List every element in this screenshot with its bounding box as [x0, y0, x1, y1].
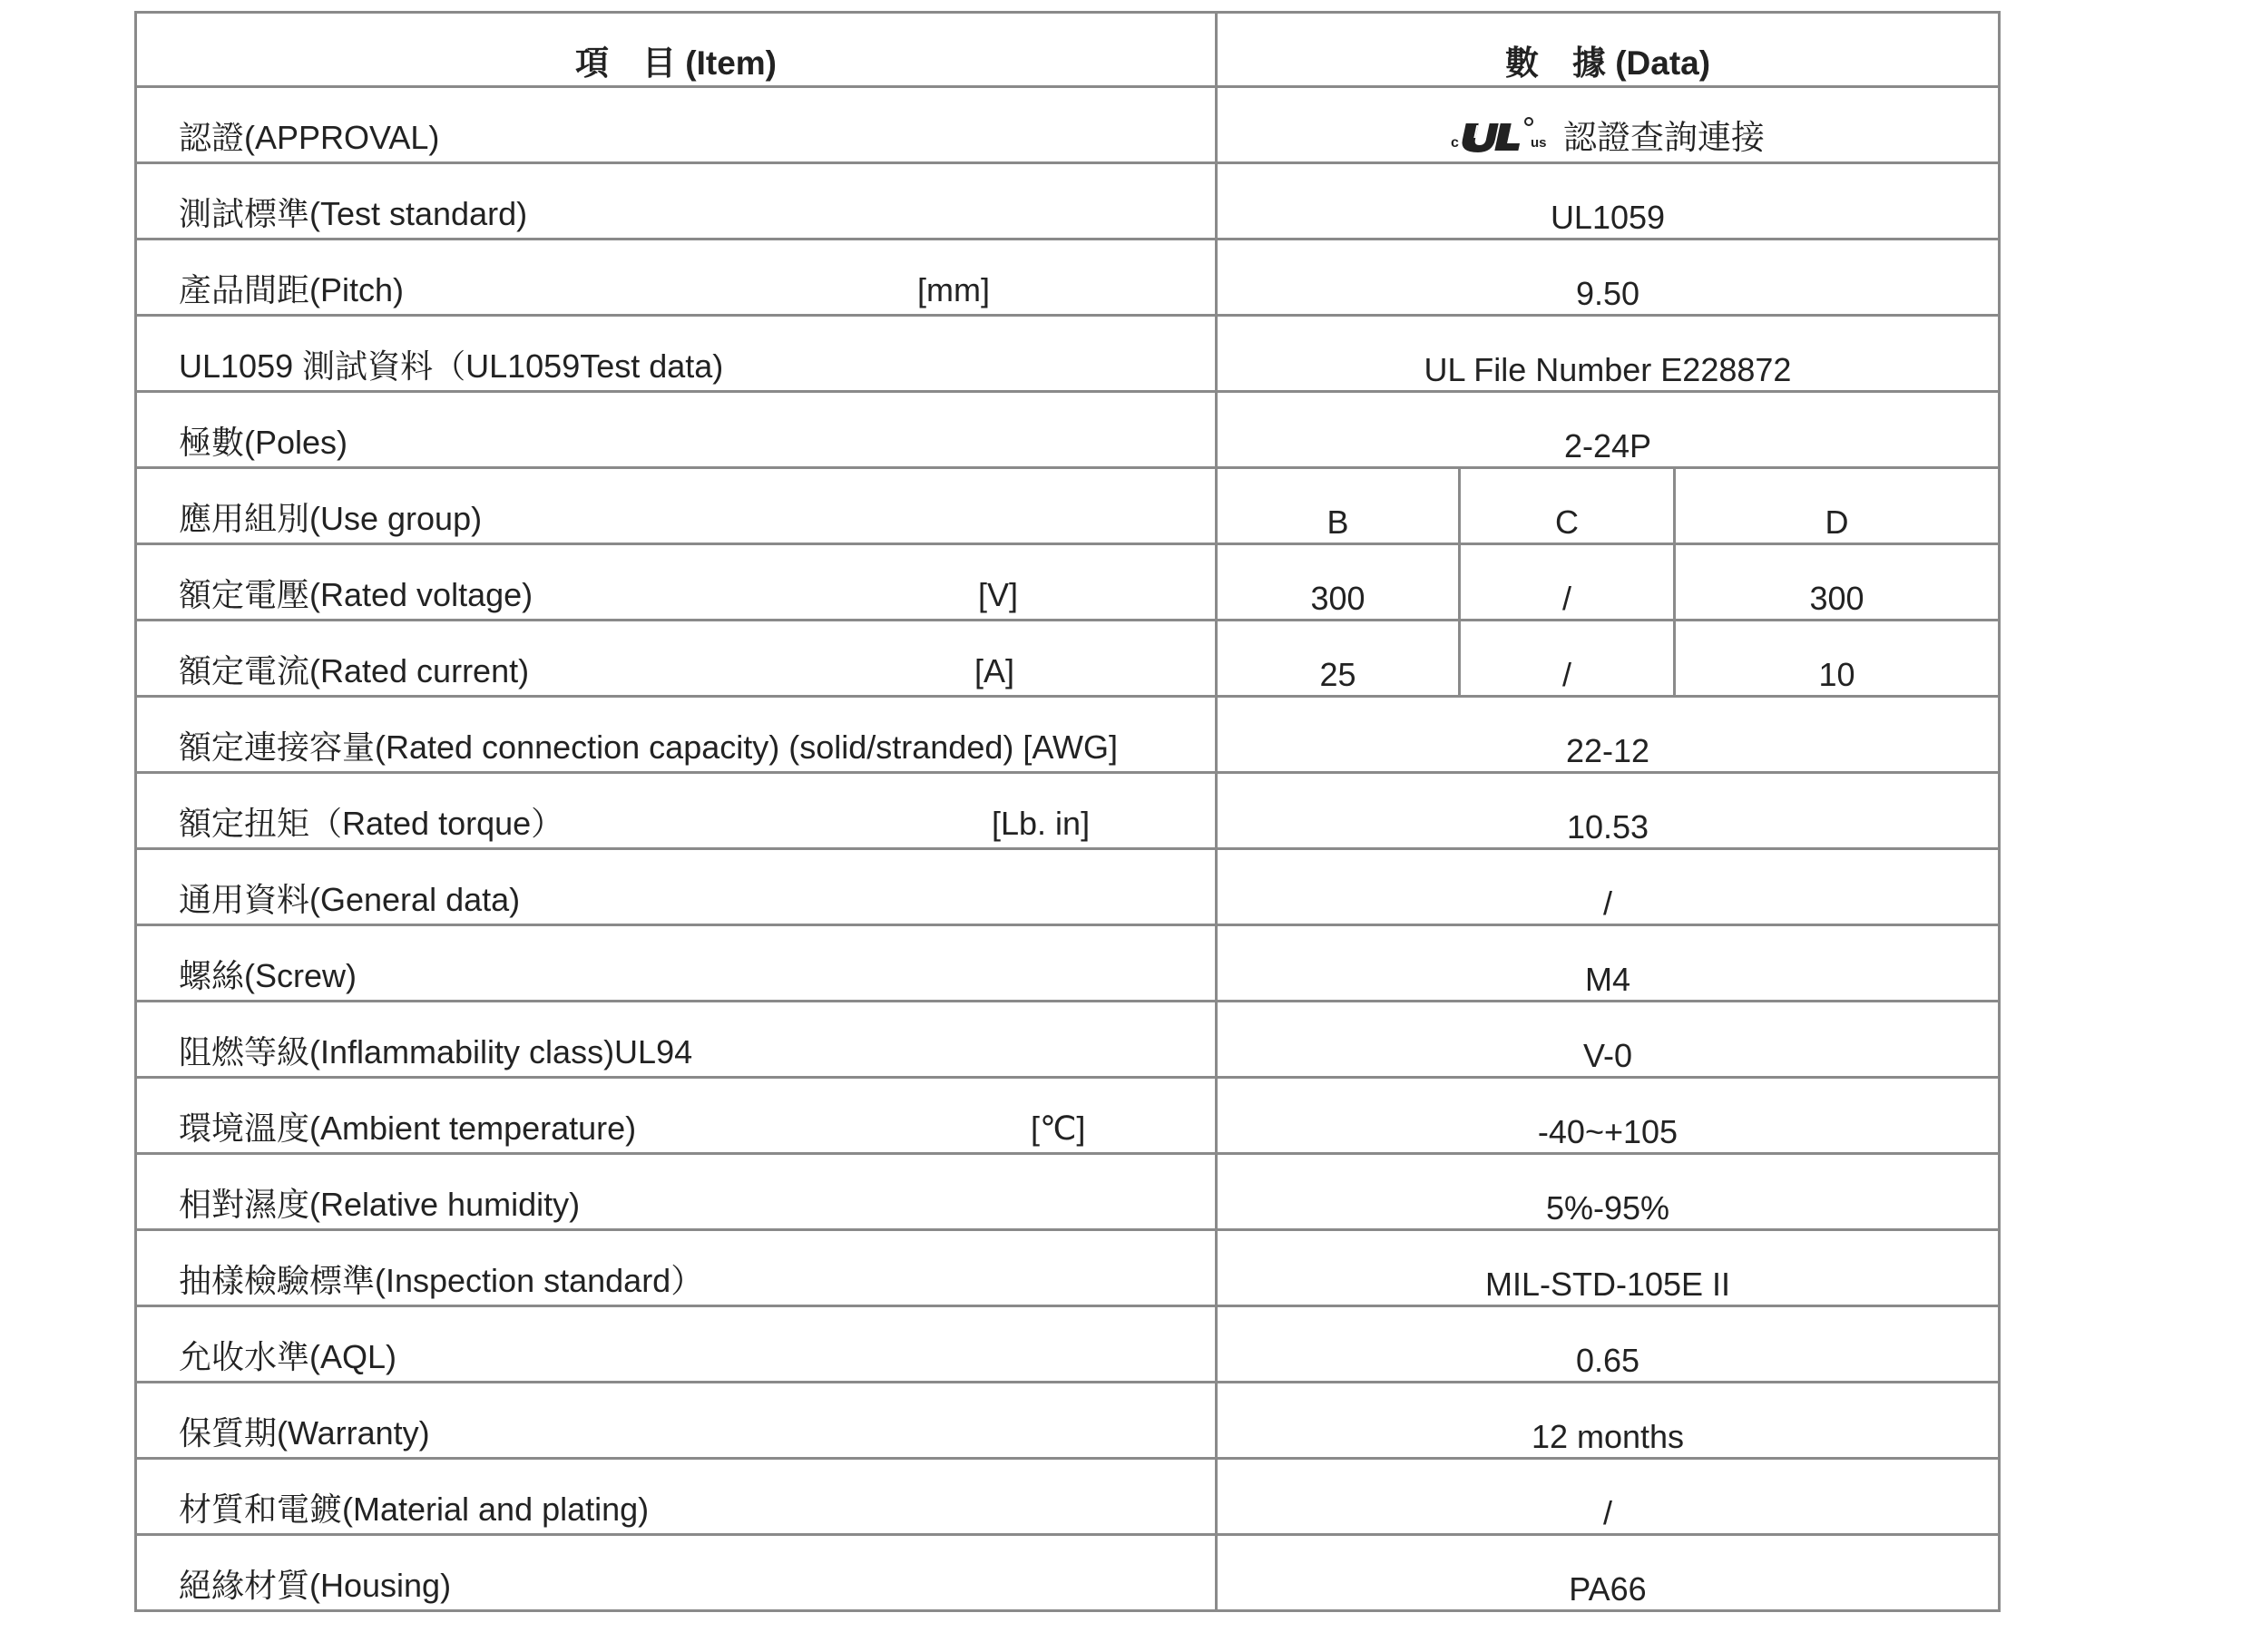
spec-table [134, 11, 2001, 1612]
spec-value: M4 [1217, 925, 2000, 1002]
rated-current-label [136, 621, 1217, 697]
approval-row [136, 87, 2000, 163]
spec-label [136, 1459, 1217, 1535]
ul-recognized-mark-icon [1451, 116, 1560, 158]
item-column-header: 項 目 (Item) [136, 13, 1217, 87]
spec-label-text: 材質和電鍍(Material and plating) [179, 1491, 650, 1528]
spec-label-text: 螺絲(Screw) [179, 957, 357, 994]
spec-row [136, 316, 2000, 392]
spec-row [136, 239, 2000, 316]
spec-label [136, 239, 1217, 316]
spec-label-text: 額定扭矩（Rated torque） [179, 805, 564, 842]
rated-voltage-label-text: 額定電壓(Rated voltage) [179, 576, 533, 613]
spec-value: V-0 [1217, 1002, 2000, 1078]
svg-text:us: us [1531, 135, 1547, 151]
header-row [136, 13, 2000, 87]
spec-unit: [mm] [917, 271, 990, 308]
spec-value: -40~+105 [1217, 1078, 2000, 1154]
spec-label [136, 773, 1217, 849]
spec-label-text: 環境溫度(Ambient temperature) [179, 1109, 637, 1147]
spec-label-text: 測試標準(Test standard) [179, 195, 528, 232]
spec-label-text: 阻燃等級(Inflammability class)UL94 [179, 1033, 693, 1070]
spec-label-text: 絕緣材質(Housing) [179, 1567, 452, 1604]
spec-label-text: UL1059 測試資料（UL1059Test data) [179, 347, 724, 385]
spec-label-text: 相對濕度(Relative humidity) [179, 1186, 581, 1223]
use-group-value: D [1675, 468, 2000, 544]
rated-voltage-value: 300 [1675, 544, 2000, 621]
spec-row [136, 392, 2000, 468]
spec-label [136, 925, 1217, 1002]
spec-value: 10.53 [1217, 773, 2000, 849]
spec-unit: [Lb. in] [992, 805, 1091, 842]
spec-value: 22-12 [1217, 697, 2000, 773]
approval-label: 認證(APPROVAL) [136, 87, 1217, 163]
spec-value: / [1217, 849, 2000, 925]
spec-label [136, 392, 1217, 468]
spec-value: PA66 [1217, 1535, 2000, 1611]
spec-row [136, 1459, 2000, 1535]
spec-label [136, 316, 1217, 392]
rated-current-value: / [1460, 621, 1675, 697]
spec-row [136, 925, 2000, 1002]
spec-row [136, 773, 2000, 849]
spec-value: 2-24P [1217, 392, 2000, 468]
spec-value: MIL-STD-105E II [1217, 1230, 2000, 1306]
spec-unit: [℃] [1031, 1109, 1086, 1147]
use-group-value: B [1217, 468, 1460, 544]
rated-current-row [136, 621, 2000, 697]
spec-label-text: 產品間距(Pitch) [179, 271, 405, 308]
spec-label [136, 1154, 1217, 1230]
rated-voltage-value: 300 [1217, 544, 1460, 621]
spec-label-text: 額定連接容量(Rated connection capacity) (solid/stranded) [AWG] [179, 728, 1119, 766]
spec-label-text: 保質期(Warranty) [179, 1414, 430, 1452]
rated-current-value: 10 [1675, 621, 2000, 697]
spec-row [136, 1383, 2000, 1459]
spec-label-text: 極數(Poles) [179, 424, 348, 461]
spec-value: 12 months [1217, 1383, 2000, 1459]
svg-text:c: c [1451, 135, 1459, 151]
rated-voltage-unit: [V] [978, 576, 1019, 613]
spec-label [136, 1535, 1217, 1611]
spec-label [136, 1002, 1217, 1078]
spec-label-text: 抽樣檢驗標準(Inspection standard） [179, 1262, 704, 1299]
spec-value: UL1059 [1217, 163, 2000, 239]
spec-row [136, 1306, 2000, 1383]
spec-row [136, 1154, 2000, 1230]
rated-current-value: 25 [1217, 621, 1460, 697]
spec-label [136, 163, 1217, 239]
spec-row [136, 1002, 2000, 1078]
use-group-row [136, 468, 2000, 544]
spec-label [136, 1078, 1217, 1154]
spec-value: 0.65 [1217, 1306, 2000, 1383]
spec-label-text: 通用資料(General data) [179, 881, 521, 918]
rated-current-label-text: 額定電流(Rated current) [179, 652, 530, 689]
approval-link[interactable]: 認證查詢連接 [1563, 119, 1765, 156]
spec-label [136, 697, 1217, 773]
rated-voltage-value: / [1460, 544, 1675, 621]
approval-value[interactable] [1217, 87, 2000, 163]
spec-label [136, 1306, 1217, 1383]
spec-label [136, 1230, 1217, 1306]
data-column-header: 數 據 (Data) [1217, 13, 2000, 87]
spec-row [136, 163, 2000, 239]
spec-value: / [1217, 1459, 2000, 1535]
use-group-value: C [1460, 468, 1675, 544]
rated-voltage-label [136, 544, 1217, 621]
spec-row [136, 697, 2000, 773]
spec-label [136, 849, 1217, 925]
spec-row [136, 849, 2000, 925]
rated-voltage-row [136, 544, 2000, 621]
use-group-label-text: 應用組別(Use group) [179, 500, 483, 537]
rated-current-unit: [A] [974, 652, 1015, 689]
spec-row [136, 1535, 2000, 1611]
spec-row [136, 1230, 2000, 1306]
spec-label [136, 1383, 1217, 1459]
spec-value: 5%-95% [1217, 1154, 2000, 1230]
use-group-label [136, 468, 1217, 544]
spec-row [136, 1078, 2000, 1154]
spec-label-text: 允收水準(AQL) [179, 1338, 397, 1375]
spec-value: UL File Number E228872 [1217, 316, 2000, 392]
spec-value: 9.50 [1217, 239, 2000, 316]
